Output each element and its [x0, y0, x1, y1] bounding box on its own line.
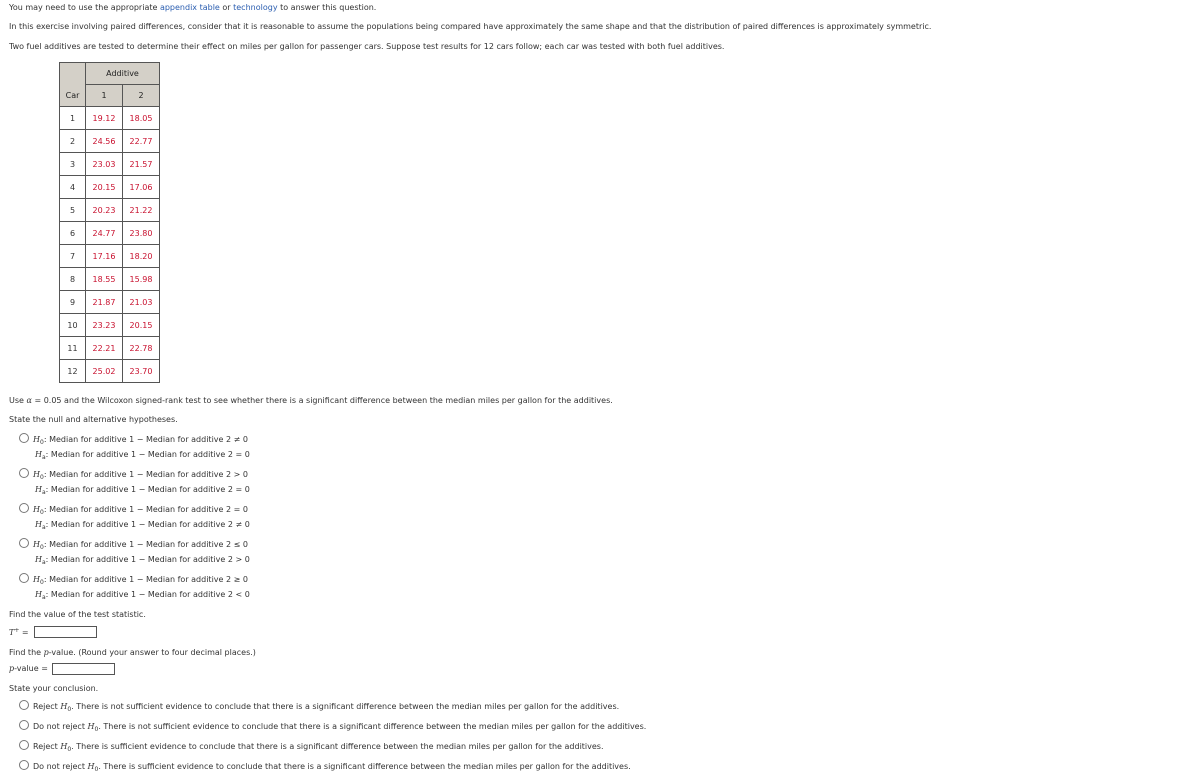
table-row: [60, 199, 160, 222]
car-number: 2: [60, 130, 86, 153]
conclusion-option-2[interactable]: Do not reject $H_0$. There is not sufficient evidence to conclude that there is a significant difference between the median miles per gallon for the additives.: [19, 719, 646, 734]
table-row: [60, 291, 160, 314]
additive-2-value: 21.03: [123, 291, 160, 314]
additive-1-value: 24.56: [86, 130, 123, 153]
additive-2-value: 18.20: [123, 245, 160, 268]
radio-button[interactable]: [19, 740, 29, 750]
additive-2-value: 18.05: [123, 107, 160, 130]
null-hypothesis-text: Median for additive 1 − Median for additive 2 = 0: [49, 505, 248, 514]
additive-1-value: 17.16: [86, 245, 123, 268]
conclusion-option-3[interactable]: Reject $H_0$. There is sufficient evidence to conclude that there is a significant difference between the median miles per gallon for the additives.: [19, 739, 604, 754]
radio-button[interactable]: [19, 468, 29, 478]
test-stat-input[interactable]: [34, 626, 97, 638]
intro-line-3: Two fuel additives are tested to determine their effect on miles per gallon for passenger cars. Suppose test results for 12 cars follow; each car was tested with both fuel additives.: [9, 42, 725, 51]
additive-1-value: 20.23: [86, 199, 123, 222]
hypothesis-option-4[interactable]: $H_0$: Median for additive 1 − Median for additive 2 ≤ 0 $H_a$: Median for additive 1 − Median for additive 2 > 0: [19, 537, 250, 567]
alternative-hypothesis-text: Median for additive 1 − Median for additive 2 > 0: [50, 555, 250, 564]
radio-button[interactable]: [19, 700, 29, 710]
alternative-hypothesis-text: Median for additive 1 − Median for additive 2 = 0: [50, 450, 250, 459]
question-text: Use α = 0.05 and the Wilcoxon signed-rank test to see whether there is a significant difference between the median miles per gallon for the additives.: [9, 396, 613, 405]
hypothesis-option-5[interactable]: $H_0$: Median for additive 1 − Median for additive 2 ≥ 0 $H_a$: Median for additive 1 − Median for additive 2 < 0: [19, 572, 250, 602]
table-corner: [60, 63, 86, 85]
additive-1-value: 20.15: [86, 176, 123, 199]
state-hypotheses-prompt: State the null and alternative hypotheses.: [9, 415, 178, 424]
additive-2-value: 17.06: [123, 176, 160, 199]
radio-button[interactable]: [19, 538, 29, 548]
additive-1-value: 22.21: [86, 337, 123, 360]
radio-button[interactable]: [19, 760, 29, 770]
table-row: [60, 130, 160, 153]
car-number: 1: [60, 107, 86, 130]
car-number: 3: [60, 153, 86, 176]
table-row: [60, 107, 160, 130]
test-stat-prompt: Find the value of the test statistic.: [9, 610, 146, 619]
additive-2-value: 15.98: [123, 268, 160, 291]
intro-line-1: You may need to use the appropriate appendix table or technology to answer this question.: [9, 3, 377, 12]
car-number: 4: [60, 176, 86, 199]
hypothesis-option-2[interactable]: $H_0$: Median for additive 1 − Median for additive 2 > 0 $H_a$: Median for additive 1 − Median for additive 2 = 0: [19, 467, 250, 497]
conclusion-option-1[interactable]: Reject $H_0$. There is not sufficient evidence to conclude that there is a significant difference between the median miles per gallon for the additives.: [19, 699, 619, 714]
car-number: 9: [60, 291, 86, 314]
additive-2-value: 21.22: [123, 199, 160, 222]
alternative-hypothesis-text: Median for additive 1 − Median for additive 2 = 0: [50, 485, 250, 494]
additive-1-value: 21.87: [86, 291, 123, 314]
conclusion-prompt: State your conclusion.: [9, 684, 99, 693]
additive-1-value: 25.02: [86, 360, 123, 383]
car-number: 8: [60, 268, 86, 291]
hypothesis-option-1[interactable]: $H_0$: Median for additive 1 − Median for additive 2 ≠ 0 $H_a$: Median for additive 1 − Median for additive 2 = 0: [19, 432, 250, 462]
table-row: [60, 222, 160, 245]
additive-2-value: 22.77: [123, 130, 160, 153]
additive-group-header: Additive: [86, 63, 160, 85]
radio-button[interactable]: [19, 503, 29, 513]
table-row: [60, 245, 160, 268]
additive-2-value: 20.15: [123, 314, 160, 337]
alternative-hypothesis-text: Median for additive 1 − Median for additive 2 ≠ 0: [50, 520, 250, 529]
car-number: 7: [60, 245, 86, 268]
table-row: [60, 337, 160, 360]
additive-1-value: 23.23: [86, 314, 123, 337]
null-hypothesis-text: Median for additive 1 − Median for additive 2 ≤ 0: [49, 540, 248, 549]
table-row: [60, 176, 160, 199]
additive-2-value: 21.57: [123, 153, 160, 176]
table-row: [60, 314, 160, 337]
additive-1-value: 19.12: [86, 107, 123, 130]
alpha-symbol: α: [26, 396, 32, 405]
appendix-table-link[interactable]: appendix table: [159, 3, 220, 12]
conclusion-option-4[interactable]: Do not reject $H_0$. There is sufficient evidence to conclude that there is a significant difference between the median miles per gallon for the additives.: [19, 759, 631, 774]
pvalue-label: p-value =: [9, 664, 48, 673]
additive-2-value: 23.70: [123, 360, 160, 383]
car-number: 5: [60, 199, 86, 222]
car-number: 12: [60, 360, 86, 383]
additive-2-value: 23.80: [123, 222, 160, 245]
additive-1-value: 18.55: [86, 268, 123, 291]
table-row: [60, 268, 160, 291]
additive-1-value: 24.77: [86, 222, 123, 245]
additive-1-header: 1: [86, 85, 123, 107]
hypothesis-option-3[interactable]: $H_0$: Median for additive 1 − Median for additive 2 = 0 $H_a$: Median for additive 1 − Median for additive 2 ≠ 0: [19, 502, 250, 532]
technology-link[interactable]: technology: [233, 3, 278, 12]
null-hypothesis-text: Median for additive 1 − Median for additive 2 ≠ 0: [49, 435, 248, 444]
alternative-hypothesis-text: Median for additive 1 − Median for additive 2 < 0: [50, 590, 250, 599]
car-number: 10: [60, 314, 86, 337]
radio-button[interactable]: [19, 720, 29, 730]
car-header: Car: [60, 85, 86, 107]
data-table: [59, 62, 160, 383]
pvalue-input[interactable]: [52, 663, 115, 675]
intro-line-2: In this exercise involving paired differences, consider that it is reasonable to assume the populations being compared have approximately the same shape and that the distribution of paired differences is approximately symmetric.: [9, 22, 932, 31]
table-row: [60, 360, 160, 383]
additive-1-value: 23.03: [86, 153, 123, 176]
test-stat-label: T+ =: [9, 627, 29, 637]
pvalue-prompt: Find the p-value. (Round your answer to four decimal places.): [9, 648, 256, 657]
car-number: 11: [60, 337, 86, 360]
car-number: 6: [60, 222, 86, 245]
table-row: [60, 153, 160, 176]
additive-2-header: 2: [123, 85, 160, 107]
radio-button[interactable]: [19, 433, 29, 443]
radio-button[interactable]: [19, 573, 29, 583]
null-hypothesis-text: Median for additive 1 − Median for additive 2 > 0: [49, 470, 248, 479]
null-hypothesis-text: Median for additive 1 − Median for additive 2 ≥ 0: [49, 575, 248, 584]
additive-2-value: 22.78: [123, 337, 160, 360]
